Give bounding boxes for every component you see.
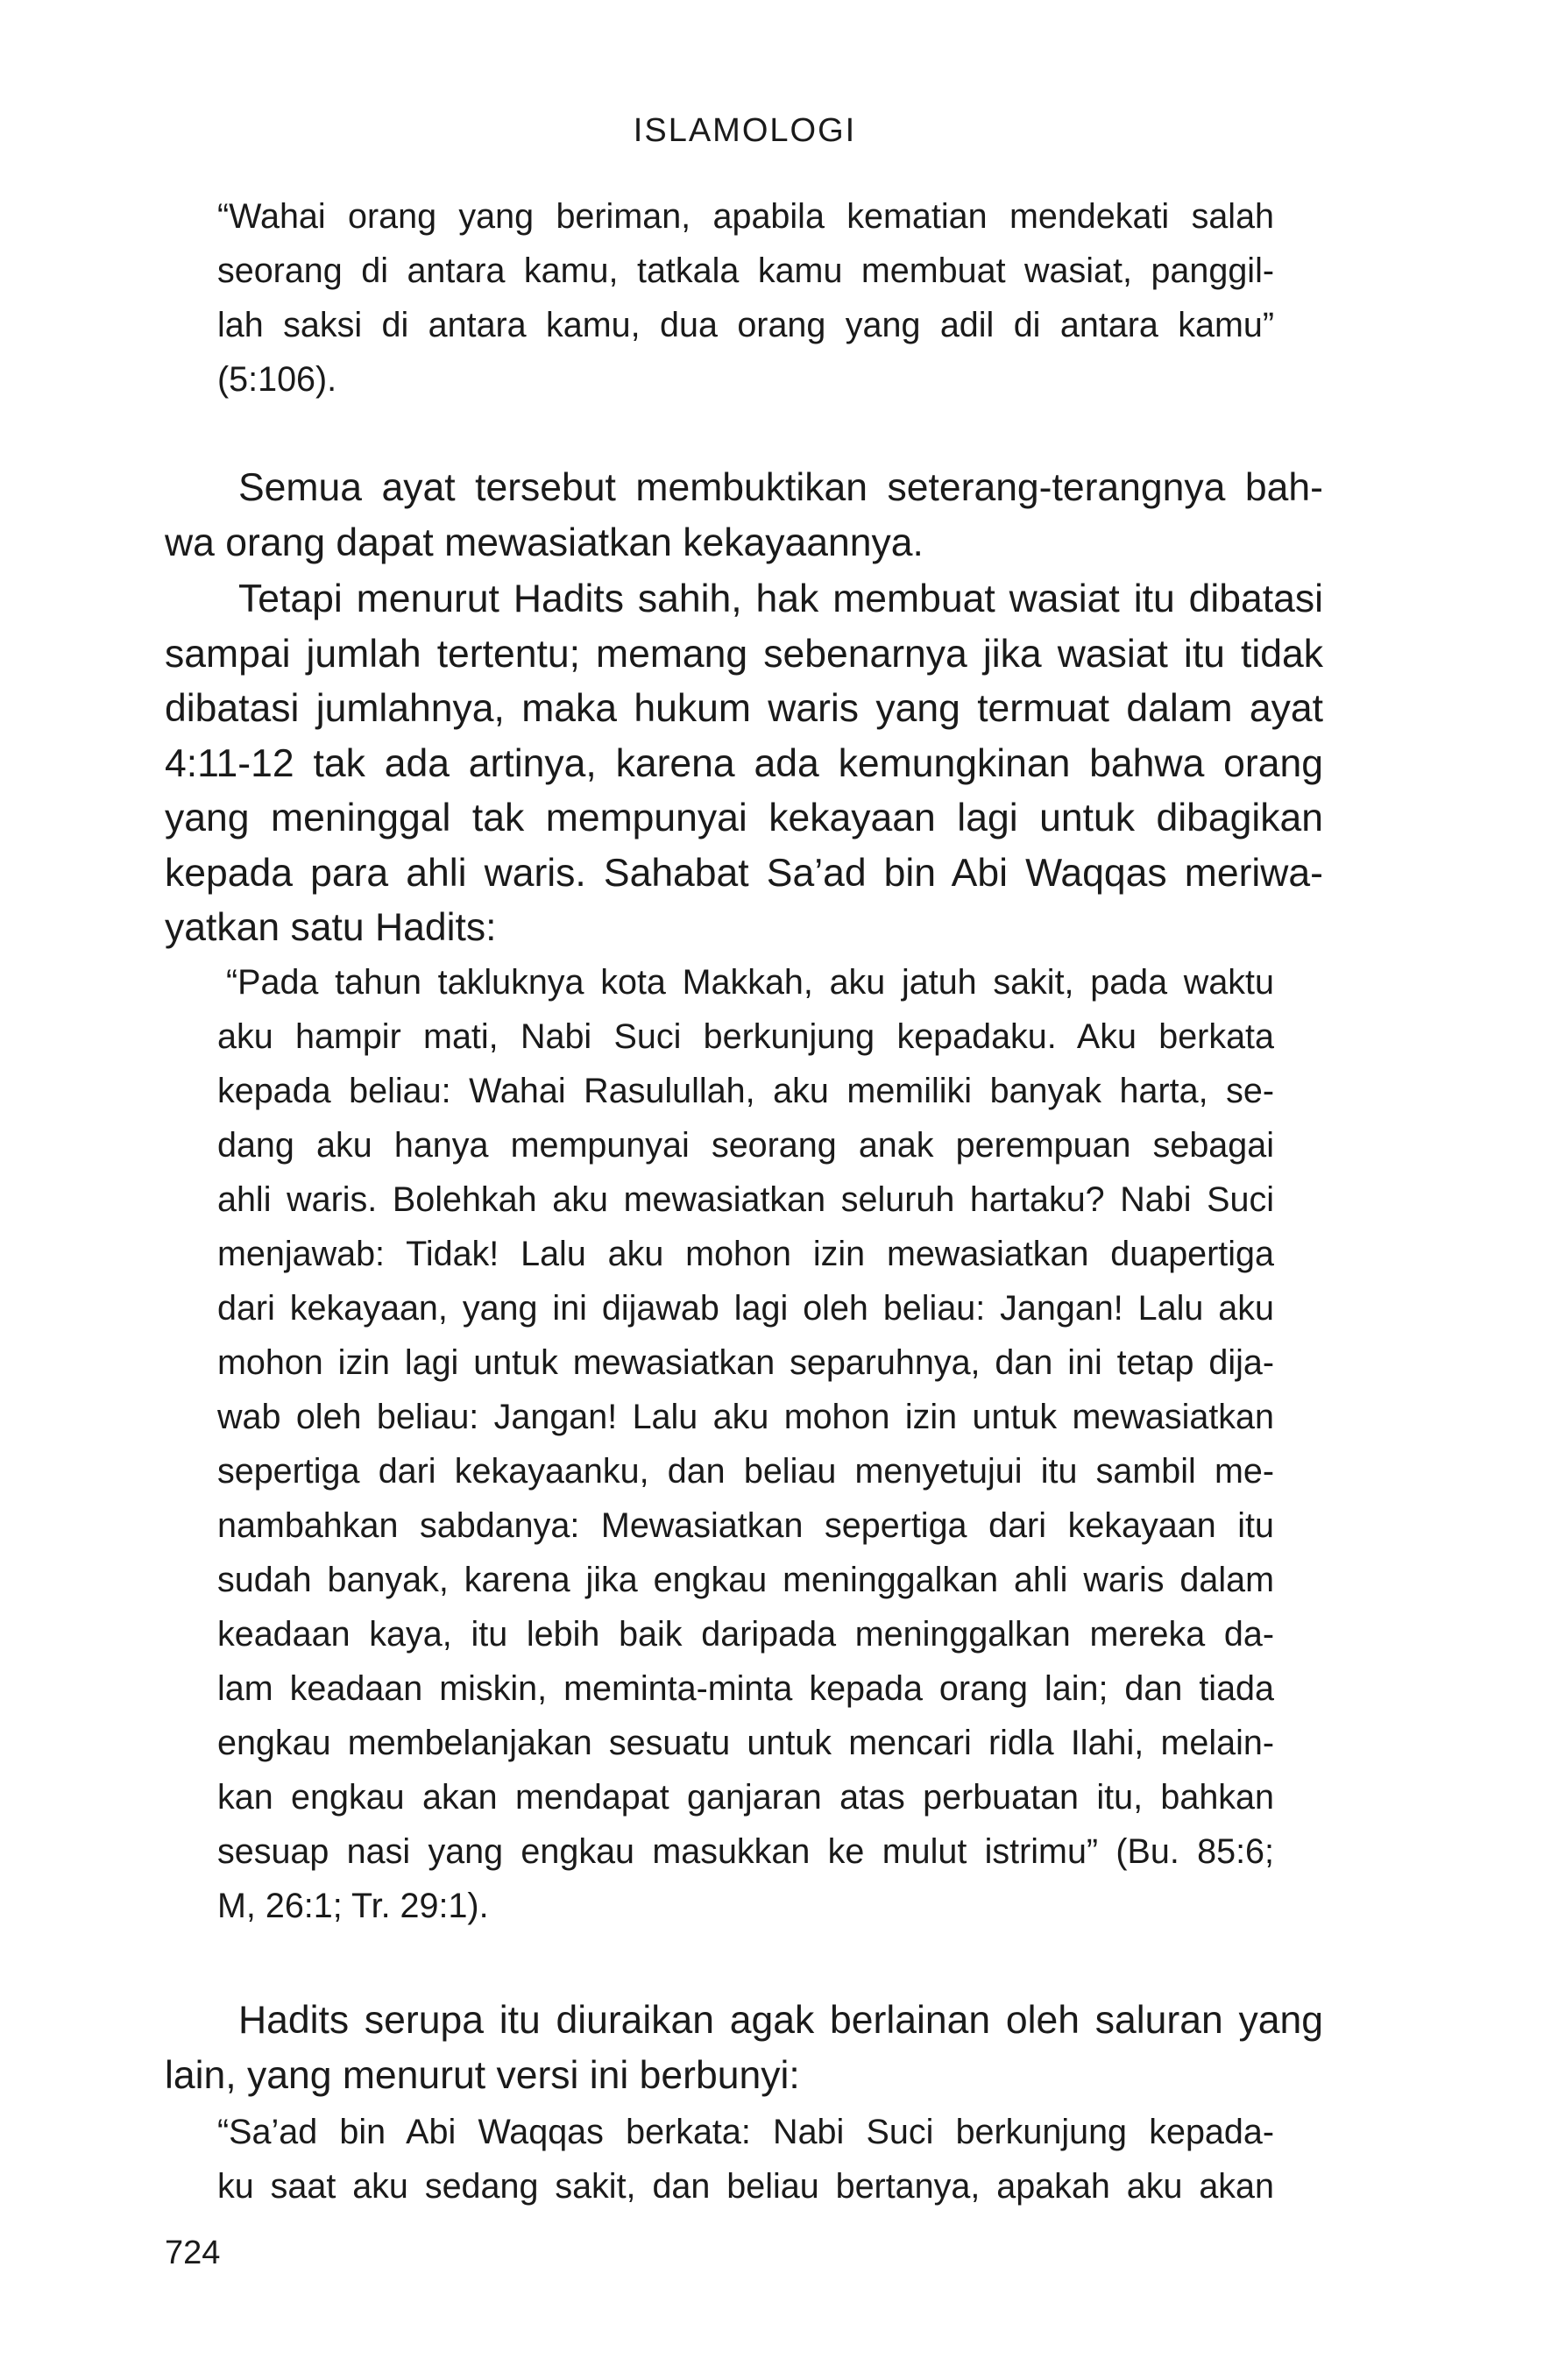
text-line: (5:106).: [217, 360, 337, 399]
text-line: dang aku hanya mempunyai seorang anak perempuan sebagai: [217, 1126, 1274, 1165]
text-line: yang meninggal tak mempunyai kekayaan lagi untuk dibagikan: [165, 797, 1323, 839]
text-line: sampai jumlah tertentu; memang sebenarnya jika wasiat itu tidak: [165, 632, 1323, 676]
text-line: seorang di antara kamu, tatkala kamu membuat wasiat, panggil-: [217, 251, 1274, 290]
text-line: dari kekayaan, yang ini dijawab lagi oleh beliau: Jangan! Lalu aku: [217, 1289, 1274, 1328]
text-line: ku saat aku sedang sakit, dan beliau bertanya, apakah aku akan: [217, 2167, 1274, 2206]
text-line: kan engkau akan mendapat ganjaran atas perbuatan itu, bahkan: [217, 1778, 1274, 1817]
text-line: menjawab: Tidak! Lalu aku mohon izin mewasiatkan duapertiga: [217, 1235, 1274, 1273]
text-line: wa orang dapat mewasiatkan kekayaannya.: [165, 521, 924, 564]
paragraph-1: [165, 461, 1323, 570]
text-line: dibatasi jumlahnya, maka hukum waris yang termuat dalam ayat: [165, 687, 1323, 730]
quote-block-1: [217, 189, 1274, 407]
text-line: 4:11-12 tak ada artinya, karena ada kemungkinan bahwa orang: [165, 741, 1323, 785]
text-line: lah saksi di antara kamu, dua orang yang adil di antara kamu”: [217, 306, 1274, 344]
text-line: sesuap nasi yang engkau masukkan ke mulut istrimu” (Bu. 85:6;: [217, 1832, 1274, 1871]
text-line: keadaan kaya, itu lebih baik daripada meninggalkan mereka da-: [217, 1615, 1274, 1654]
text-line: Semua ayat tersebut membuktikan seterang-terangnya bah-: [238, 466, 1323, 509]
paragraph-3: [165, 1994, 1323, 2103]
text-line: lain, yang menurut versi ini berbunyi:: [165, 2053, 800, 2097]
text-line: yatkan satu Hadits:: [165, 906, 497, 949]
text-line: wab oleh beliau: Jangan! Lalu aku mohon izin untuk mewasiatkan: [217, 1398, 1274, 1436]
text-line: mohon izin lagi untuk mewasiatkan separuhnya, dan ini tetap dija-: [217, 1343, 1274, 1382]
text-line: sepertiga dari kekayaanku, dan beliau menyetujui itu sambil me-: [217, 1452, 1274, 1491]
running-header: ISLAMOLOGI: [633, 112, 857, 149]
text-line: kepada para ahli waris. Sahabat Sa’ad bin Abi Waqqas meriwa-: [165, 851, 1323, 895]
text-line: nambahkan sabdanya: Mewasiatkan sepertiga dari kekayaan itu: [217, 1506, 1274, 1545]
text-line: M, 26:1; Tr. 29:1).: [217, 1887, 489, 1925]
text-line: kepada beliau: Wahai Rasulullah, aku memiliki banyak harta, se-: [217, 1072, 1274, 1110]
quote-block-3: [217, 2105, 1274, 2214]
text-line: “Sa’ad bin Abi Waqqas berkata: Nabi Suci berkunjung kepada-: [217, 2113, 1274, 2151]
text-line: sudah banyak, karena jika engkau meninggalkan ahli waris dalam: [217, 1561, 1274, 1599]
quote-block-2: [217, 955, 1274, 1933]
text-line: ahli waris. Bolehkah aku mewasiatkan seluruh hartaku? Nabi Suci: [217, 1180, 1274, 1219]
paragraph-2: [165, 572, 1323, 956]
page-number: 724: [165, 2235, 221, 2271]
text-line: aku hampir mati, Nabi Suci berkunjung kepadaku. Aku berkata: [217, 1017, 1274, 1056]
text-line: “Wahai orang yang beriman, apabila kematian mendekati salah: [217, 197, 1274, 236]
text-line: “Pada tahun takluknya kota Makkah, aku jatuh sakit, pada waktu: [226, 963, 1274, 1002]
text-line: Tetapi menurut Hadits sahih, hak membuat wasiat itu dibatasi: [238, 577, 1323, 620]
text-line: Hadits serupa itu diuraikan agak berlainan oleh saluran yang: [238, 1999, 1323, 2042]
text-line: engkau membelanjakan sesuatu untuk mencari ridla Ilahi, melain-: [217, 1724, 1274, 1762]
text-line: lam keadaan miskin, meminta-minta kepada orang lain; dan tiada: [217, 1669, 1274, 1708]
